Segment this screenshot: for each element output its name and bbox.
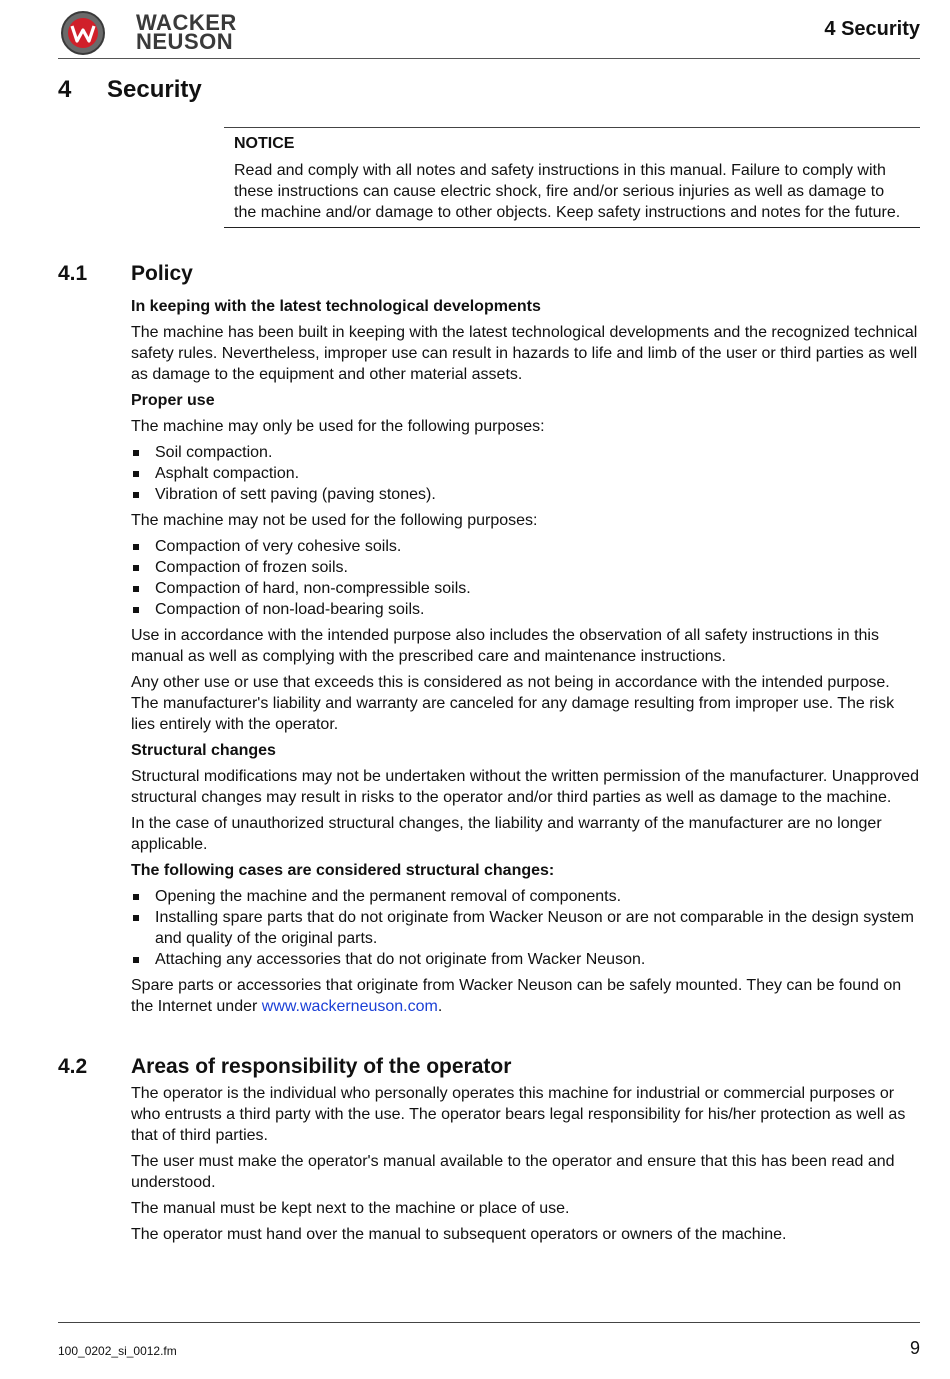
wacker-neuson-logo-icon (60, 10, 106, 56)
list-item: Compaction of very cohesive soils. (131, 536, 920, 557)
notice-box (224, 127, 920, 228)
section-title: Policy (131, 262, 193, 285)
paragraph: Structural modifications may not be undertaken without the written permission of the manufacturer. Unapproved structural changes may result in risks to the operator and/or third parties as well as damage to the machine. (131, 768, 919, 806)
operator-content (131, 1083, 920, 1250)
list-item: Vibration of sett paving (paving stones). (131, 484, 920, 505)
text-span: . (437, 998, 443, 1015)
section-heading-policy (58, 262, 193, 286)
notice-title: NOTICE (234, 135, 295, 152)
section-number: 4.1 (58, 262, 88, 285)
paragraph: In the case of unauthorized structural changes, the liability and warranty of the manufacturer are no longer applicable. (131, 815, 882, 853)
list-item: Soil compaction. (131, 442, 920, 463)
paragraph: The operator must hand over the manual to subsequent operators or owners of the machine. (131, 1226, 787, 1243)
brand-line-2: NEUSON (136, 29, 234, 54)
paragraph: The machine may not be used for the following purposes: (131, 512, 538, 529)
paragraph: The machine has been built in keeping with the latest technological developments and the recognized technical safety rules. Nevertheless, improper use can result in hazards to life and limb of the user or third parties as well as damage to the equipment and other material assets. (131, 324, 918, 383)
footer-file-name: 100_0202_si_0012.fm (58, 1344, 177, 1358)
page-header (58, 8, 920, 59)
section-heading-operator (58, 1055, 511, 1079)
allowed-uses-list (131, 442, 920, 505)
subheading: Proper use (131, 392, 215, 409)
subheading: The following cases are considered structural changes: (131, 862, 555, 879)
running-title: 4 Security (824, 18, 920, 40)
notice-text: Read and comply with all notes and safety instructions in this manual. Failure to comply with these instructions can cause electric shock, fire and/or serious injuries as well as damage to the machine and/or damage to other objects. Keep safety instructions and notes for the future. (234, 162, 901, 221)
chapter-title-text: Security (107, 76, 202, 103)
page-number: 9 (909, 1338, 920, 1358)
list-item: Opening the machine and the permanent removal of components. (131, 886, 920, 907)
chapter-title (58, 76, 202, 104)
section-title: Areas of responsibility of the operator (131, 1055, 512, 1078)
section-number: 4.2 (58, 1055, 88, 1078)
paragraph: The user must make the operator's manual available to the operator and ensure that this has been read and understood. (131, 1153, 895, 1191)
website-link[interactable]: www.wackerneuson.com (261, 998, 438, 1015)
brand-line-1: WACKER (136, 10, 237, 35)
list-item: Compaction of non-load-bearing soils. (131, 599, 920, 620)
paragraph: Use in accordance with the intended purpose also includes the observation of all safety instructions in this manual as well as complying with the prescribed care and maintenance instructions. (131, 627, 879, 665)
policy-content (131, 296, 920, 1022)
subheading: In keeping with the latest technological developments (131, 298, 541, 315)
paragraph (131, 975, 920, 1017)
paragraph: Any other use or use that exceeds this is considered as not being in accordance with the intended purpose. The manufacturer's liability and warranty are canceled for any damage resulting from improper use. The risk lies entirely with the operator. (131, 674, 895, 733)
paragraph: The operator is the individual who personally operates this machine for industrial or commercial purposes or who entrusts a third party with the use. The operator bears legal responsibility for his/her protection as well as that of third parties. (131, 1085, 906, 1144)
paragraph: The machine may only be used for the following purposes: (131, 418, 545, 435)
list-item: Compaction of frozen soils. (131, 557, 920, 578)
list-item: Attaching any accessories that do not originate from Wacker Neuson. (131, 949, 920, 970)
chapter-number: 4 (58, 76, 72, 103)
text-span: Spare parts or accessories that originate from Wacker Neuson can be safely mounted. They can be found on the Internet under (131, 977, 902, 1015)
structural-changes-list (131, 886, 920, 970)
list-item: Compaction of hard, non-compressible soils. (131, 578, 920, 599)
paragraph: The manual must be kept next to the machine or place of use. (131, 1200, 570, 1217)
list-item: Asphalt compaction. (131, 463, 920, 484)
list-item: Installing spare parts that do not originate from Wacker Neuson or are not comparable in the design system and quality of the original parts. (131, 907, 920, 949)
forbidden-uses-list (131, 536, 920, 620)
subheading: Structural changes (131, 742, 276, 759)
footer-divider (58, 1322, 920, 1323)
brand-wordmark (136, 10, 237, 54)
